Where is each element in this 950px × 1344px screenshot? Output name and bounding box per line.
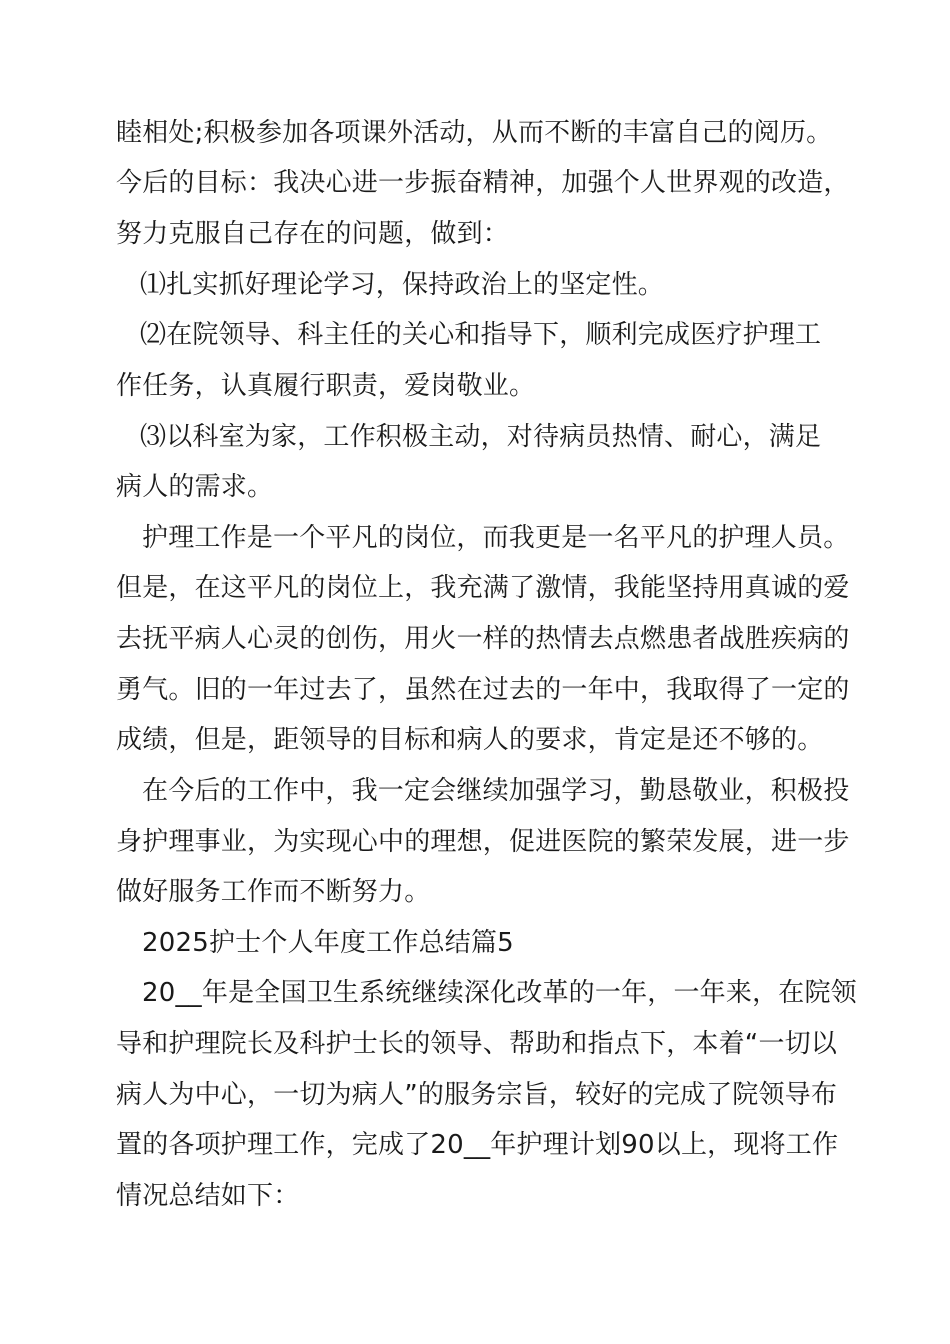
text-line: 做好服务工作而不断努力。 [116,877,431,907]
text-line: 病人的需求。 [116,472,274,502]
text-line: 身护理事业，为实现心中的理想，促进医院的繁荣发展，进一步 [116,827,850,857]
paragraph-start: 20__年是全国卫生系统继续深化改革的一年，一年来，在院领 [142,978,857,1008]
text-line: 努力克服自己存在的问题，做到： [116,219,510,249]
text-line: 但是，在这平凡的岗位上，我充满了激情，我能坚持用真诚的爱 [116,573,850,603]
text-line: 勇气。旧的一年过去了，虽然在过去的一年中，我取得了一定的 [116,675,850,705]
text-line: 睦相处;积极参加各项课外活动，从而不断的丰富自己的阅历。 [116,118,833,148]
text-line: 病人为中心，一切为病人”的服务宗旨，较好的完成了院领导布 [116,1080,838,1110]
text-line: 作任务，认真履行职责，爱岗敬业。 [116,371,536,401]
paragraph-start: 护理工作是一个平凡的岗位，而我更是一名平凡的护理人员。 [142,523,850,553]
text-line: 置的各项护理工作，完成了20__年护理计划90以上，现将工作 [116,1130,839,1160]
list-item: ⑶以科室为家，工作积极主动，对待病员热情、耐心，满足 [140,422,822,452]
section-heading: 2025护士个人年度工作总结篇5 [142,928,514,958]
text-line: 今后的目标：我决心进一步振奋精神，加强个人世界观的改造， [116,168,850,198]
paragraph-start: 在今后的工作中，我一定会继续加强学习，勤恳敬业，积极投 [142,776,850,806]
list-item: ⑴扎实抓好理论学习，保持政治上的坚定性。 [140,270,665,300]
text-line: 导和护理院长及科护士长的领导、帮助和指点下，本着“一切以 [116,1029,838,1059]
text-line: 情况总结如下： [116,1181,300,1211]
text-line: 成绩，但是，距领导的目标和病人的要求，肯定是还不够的。 [116,725,824,755]
list-item: ⑵在院领导、科主任的关心和指导下，顺利完成医疗护理工 [140,320,822,350]
text-line: 去抚平病人心灵的创伤，用火一样的热情去点燃患者战胜疾病的 [116,624,850,654]
